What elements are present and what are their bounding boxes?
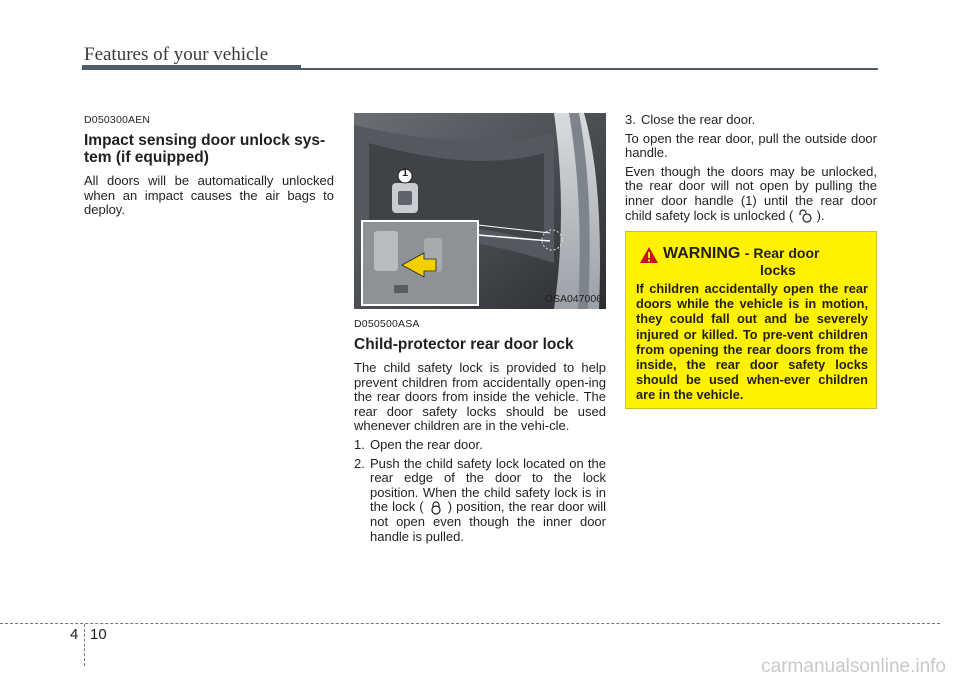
warning-subtitle-2: locks [760, 262, 796, 278]
lock-icon [428, 501, 444, 515]
step-text: Open the rear door. [370, 436, 483, 452]
open-door-paragraph: To open the rear door, pull the outside door handle. [625, 130, 877, 161]
unlock-icon [797, 209, 813, 223]
unlock-text-after: ). [816, 207, 825, 223]
step-number: 2. [354, 455, 365, 471]
header-title: Features of your vehicle [84, 44, 269, 65]
unlock-text-before: Even though the doors may be unlocked, the rear door will not open by pulling the inner door handle (1) until the rear door child safety lock is unlocked ( [625, 163, 877, 223]
warning-subtitle-1: - Rear door [744, 245, 820, 261]
heading-line-1: Impact sensing door unlock sys- [84, 132, 326, 149]
section-code: D050300AEN [84, 114, 151, 126]
warning-box [625, 231, 877, 409]
step-text-after: ) position, the rear door will not open even though the inner door handle is pulled. [370, 499, 606, 544]
header-rule-thick [82, 65, 301, 70]
figure-code: OSA047006 [544, 293, 602, 305]
watermark: carmanualsonline.info [761, 656, 946, 677]
unlock-paragraph [625, 165, 877, 223]
section-impact-unlock [84, 114, 334, 222]
page-number: 10 [90, 626, 107, 643]
step-text: Close the rear door. [641, 112, 756, 127]
step-number: 1. [354, 436, 365, 452]
list-item [354, 438, 606, 453]
step-text [370, 457, 606, 545]
section-heading [84, 132, 334, 166]
section-body: All doors will be automatically unlocked when an impact causes the air bags to deploy. [84, 173, 334, 218]
heading-line-2: tem (if equipped) [84, 149, 209, 166]
figure-callout-1: 1 [401, 167, 409, 179]
list-item [625, 113, 877, 128]
warning-triangle-icon [639, 246, 659, 264]
page-chapter: 4 [70, 626, 79, 643]
step-number: 3. [625, 112, 636, 127]
door-illustration [354, 113, 606, 309]
section-heading: Child-protector rear door lock [354, 336, 574, 353]
section-code: D050500ASA [354, 318, 420, 330]
step-text-before: Push the child safety lock located on the rear edge of the door to the lock position. When the child safety lock is in the lock ( [370, 455, 606, 515]
warning-title [663, 245, 819, 263]
section-open-rear-door [625, 113, 877, 227]
header-rule-thin [301, 68, 878, 70]
footer-rule [0, 623, 940, 624]
door-lock-figure [354, 113, 606, 309]
warning-body: If children accidentally open the rear doors while the vehicle is in motion, they could fall out and be severely injured or killed. To pre-vent children from opening the rear doors from the inside, the rear door safety locks should be used when-ever children are in the vehicle. [636, 281, 868, 403]
warning-label: WARNING [663, 245, 741, 262]
section-intro: The child safety lock is provided to help prevent children from accidentally open-ing the rear doors from inside the vehicle. The rear door safety locks should be used whenever children are in the vehi-cle. [354, 360, 606, 434]
list-item [354, 457, 606, 545]
footer-divider [84, 624, 85, 666]
section-child-lock [354, 318, 606, 548]
